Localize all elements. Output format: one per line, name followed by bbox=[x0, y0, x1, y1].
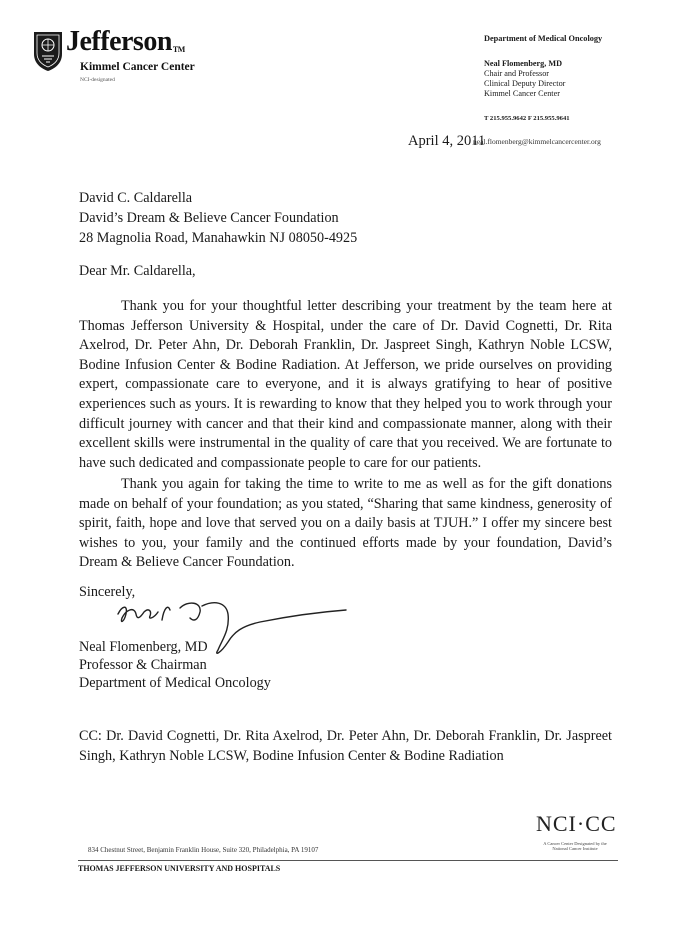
sender-title: Chair and Professor bbox=[484, 69, 550, 78]
center-name: Kimmel Cancer Center bbox=[80, 61, 195, 73]
closing: Sincerely, bbox=[79, 584, 136, 600]
letter-date: April 4, 2011 bbox=[408, 133, 486, 149]
cc-list: CC: Dr. David Cognetti, Dr. Rita Axelrod, Dr. Peter Ahn, Dr. Deborah Franklin, Dr. Jaspreet Singh, Kathryn Noble LCSW, Bodine Infusion Center & Bodine Radiation bbox=[79, 728, 612, 764]
trademark-mark: TM bbox=[172, 45, 185, 54]
sender-title: Clinical Deputy Director bbox=[484, 79, 566, 88]
recipient-name: David C. Caldarella bbox=[79, 190, 193, 206]
signatory-title: Professor & Chairman bbox=[79, 657, 207, 673]
signatory-department: Department of Medical Oncology bbox=[79, 675, 271, 691]
sender-email: neal.flomenberg@kimmelcancercenter.org bbox=[473, 137, 601, 146]
nci-tagline: A Cancer Center Designated by the National Cancer Institute bbox=[543, 841, 607, 851]
signatory-name: Neal Flomenberg, MD bbox=[79, 639, 208, 655]
designation-note: NCI-designated bbox=[80, 77, 115, 83]
department-heading: Department of Medical Oncology bbox=[484, 34, 603, 43]
sender-name: Neal Flomenberg, MD bbox=[484, 59, 562, 68]
org-logo-wordmark: JeffersonTM bbox=[66, 26, 185, 57]
jefferson-emblem-icon bbox=[32, 30, 64, 72]
nci-cc-logo: NCI·CC bbox=[536, 811, 617, 836]
sender-block bbox=[484, 59, 565, 99]
footer-divider bbox=[78, 860, 618, 861]
body-paragraph: Thank you for your thoughtful letter describing your treatment by the team here at Thomas Jefferson University & Hospital, under the care of Dr. David Cognetti, Dr. Rita Axelrod, Dr. Peter Ahn, Dr. Deborah Franklin, Dr. Jaspreet Singh, Kathryn Noble LCSW, Bodine Infusion Center & Bodine Radiation. At Jefferson, we pride ourselves on providing expert, compassionate care to everyone, and it is always gratifying to hear of positive experiences such as yours. It is rewarding to know that they helped you to work through your difficult journey with cancer and that their kind and compassionate manner, along with their excellent skills were instrumental in the quality of care that you received. We are fortunate to have such dedicated and compassionate people to care for our patients. bbox=[79, 298, 612, 471]
footer-university: THOMAS JEFFERSON UNIVERSITY AND HOSPITALS bbox=[78, 864, 281, 873]
sender-title: Kimmel Cancer Center bbox=[484, 89, 560, 98]
salutation: Dear Mr. Caldarella, bbox=[79, 263, 196, 279]
recipient-address: 28 Magnolia Road, Manahawkin NJ 08050-4925 bbox=[79, 230, 358, 246]
sender-phones: T 215.955.9642 F 215.955.9641 bbox=[484, 115, 570, 122]
recipient-org: David’s Dream & Believe Cancer Foundation bbox=[79, 210, 339, 226]
body-paragraph: Thank you again for taking the time to write to me as well as for the gift donations made on behalf of your foundation; as you stated, “Sharing that same kindness, generosity of spirit, faith, hope and love that served you on a daily basis at TJUH.” I offer my sincere best wishes to you, your family and the continued efforts made by your foundation, David’s Dream & Believe Cancer Foundation. bbox=[79, 476, 612, 571]
footer-address: 834 Chestnut Street, Benjamin Franklin House, Suite 320, Philadelphia, PA 19107 bbox=[88, 846, 319, 854]
